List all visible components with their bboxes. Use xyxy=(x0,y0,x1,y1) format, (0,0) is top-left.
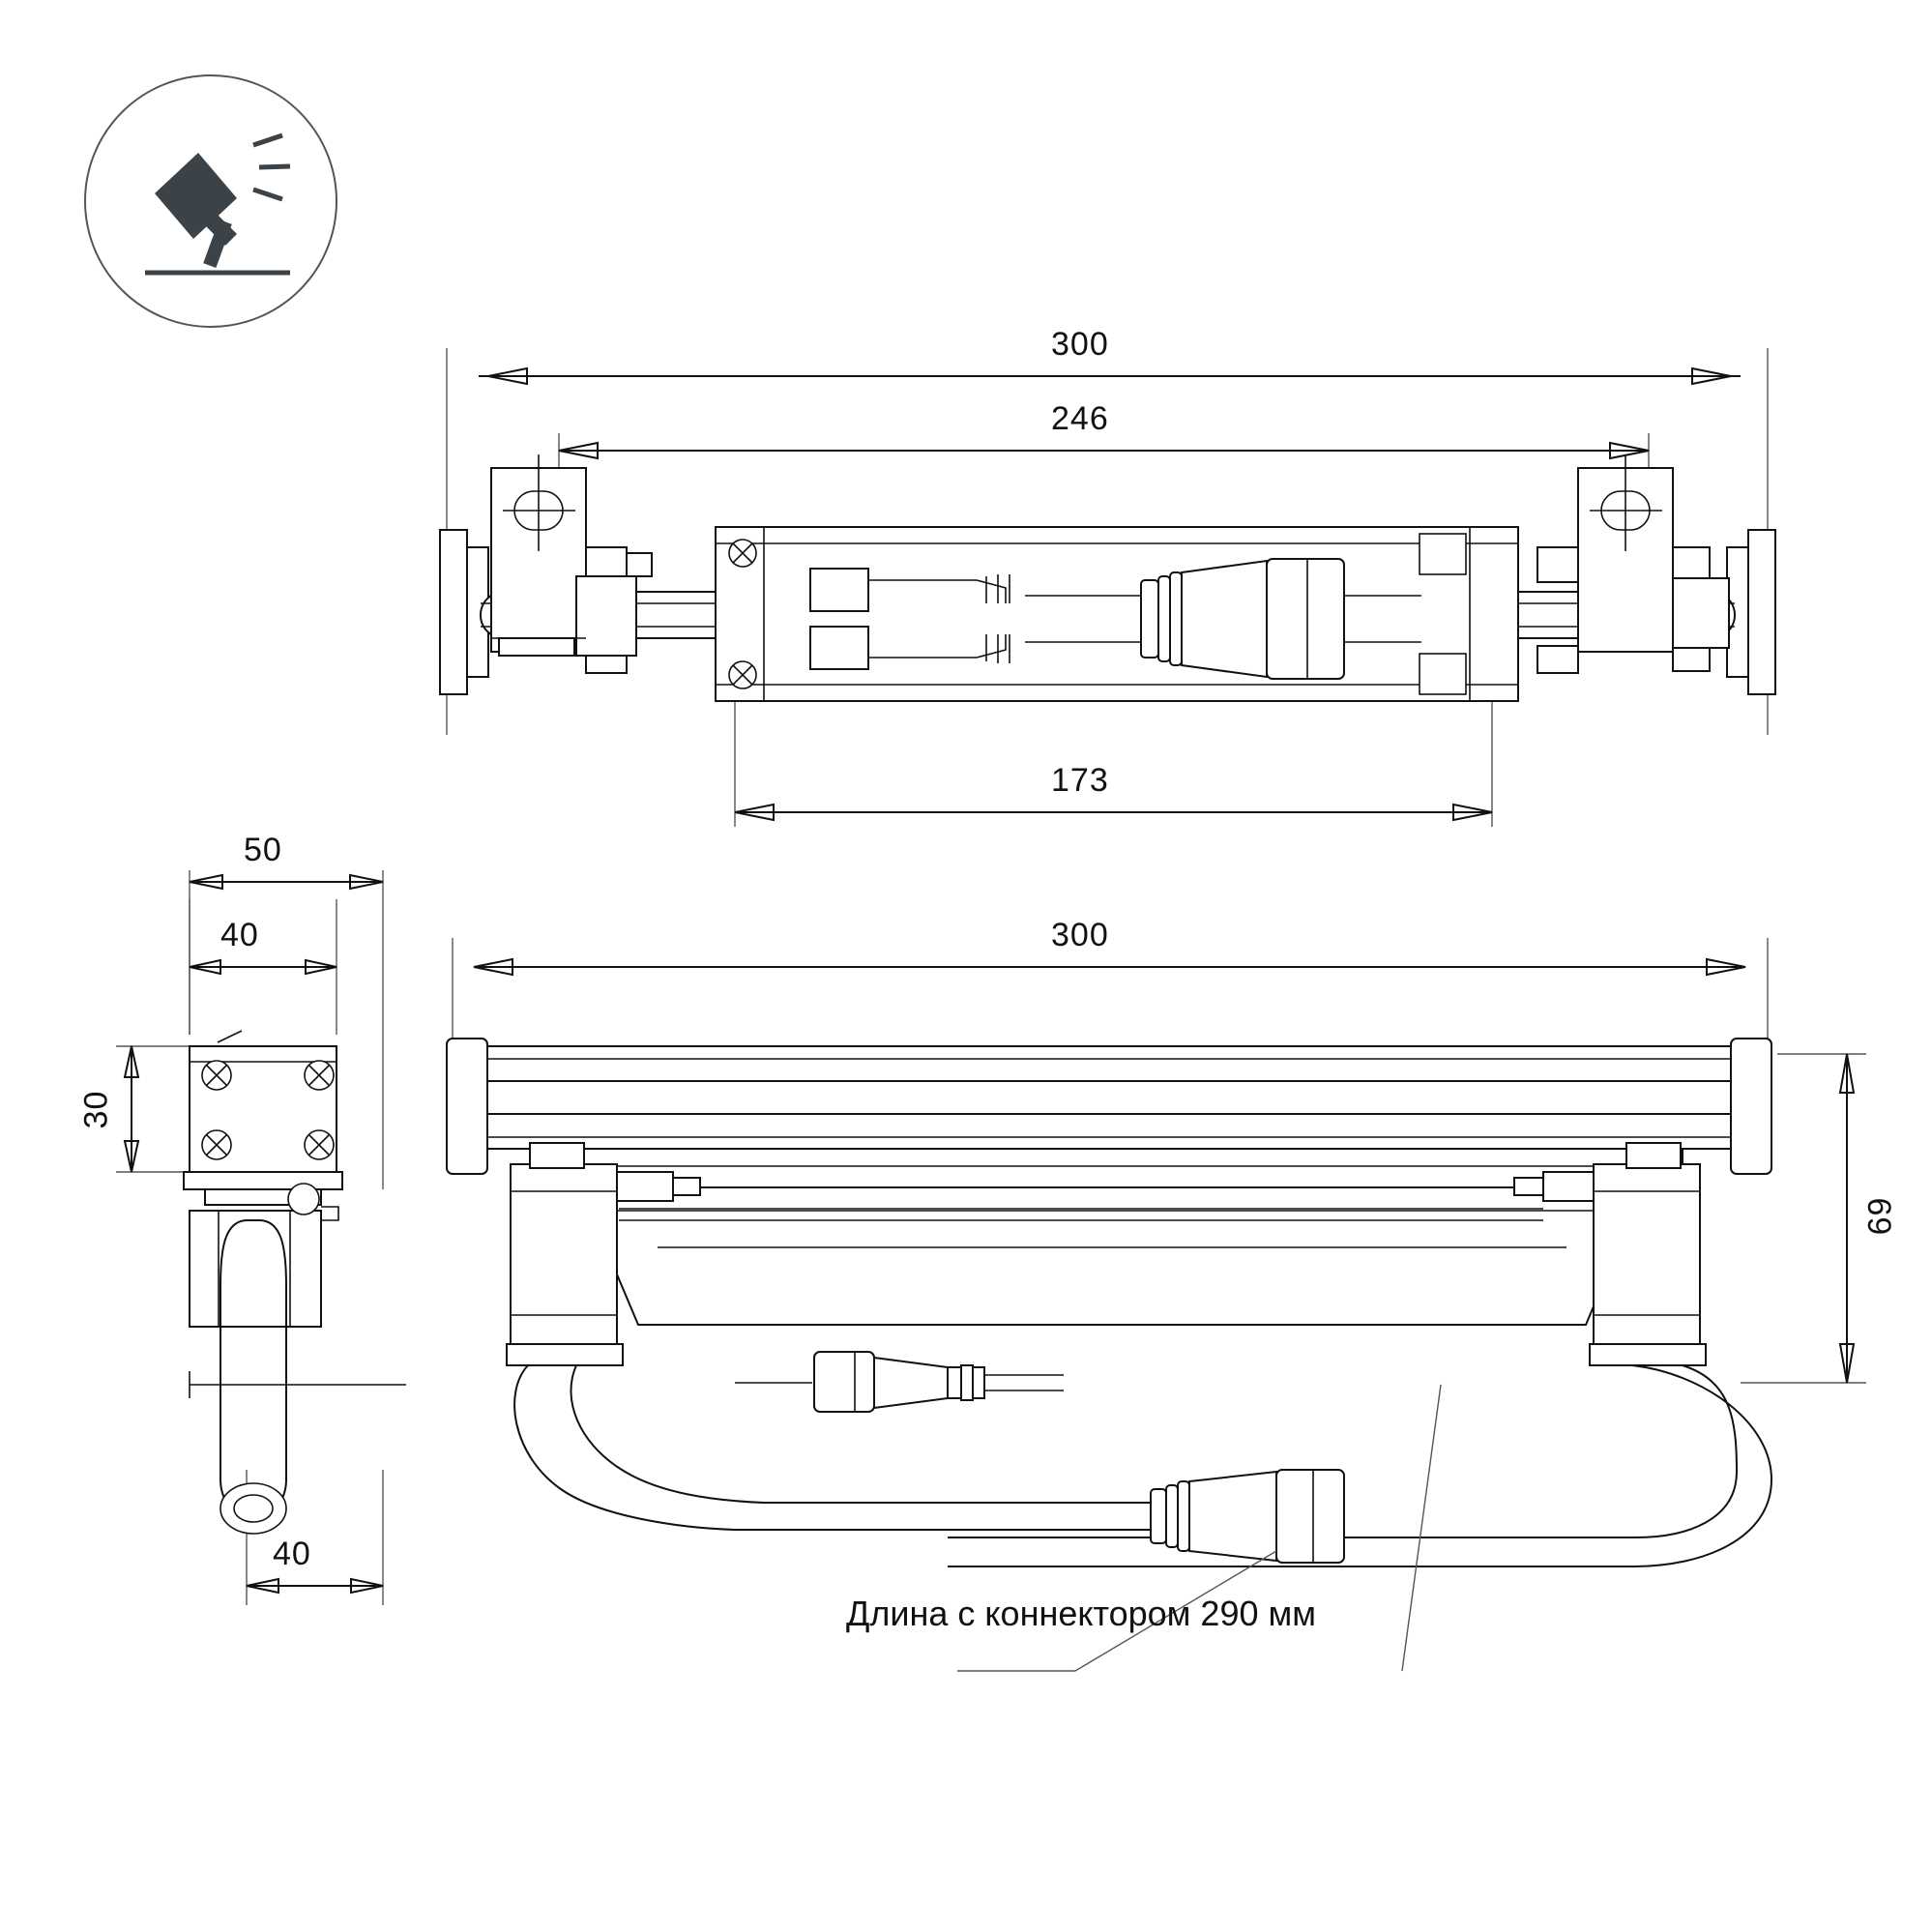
cable-length-note: Длина с коннектором 290 мм xyxy=(846,1594,1316,1633)
dim-end-outer-50: 50 xyxy=(244,832,282,868)
dim-end-height-30: 30 xyxy=(77,1090,115,1129)
dim-top-overall-300: 300 xyxy=(1051,326,1109,363)
dim-end-bracket-40: 40 xyxy=(220,917,259,953)
dim-side-height-69: 69 xyxy=(1861,1196,1899,1236)
dim-top-body-173: 173 xyxy=(1051,762,1109,799)
cable-plug-side-lower xyxy=(1151,1470,1344,1563)
mounting-bracket-right xyxy=(1537,454,1729,673)
dim-side-overall-300: 300 xyxy=(1051,917,1109,953)
dim-top-span-246: 246 xyxy=(1051,400,1109,437)
ground-spike-floodlight-icon xyxy=(85,75,337,327)
end-view-drawing xyxy=(116,870,406,1605)
side-view-drawing xyxy=(447,938,1866,1671)
cable-connector-side-upper xyxy=(735,1352,1064,1412)
dim-end-base-40: 40 xyxy=(273,1536,311,1572)
mounting-bracket-left xyxy=(491,454,652,673)
